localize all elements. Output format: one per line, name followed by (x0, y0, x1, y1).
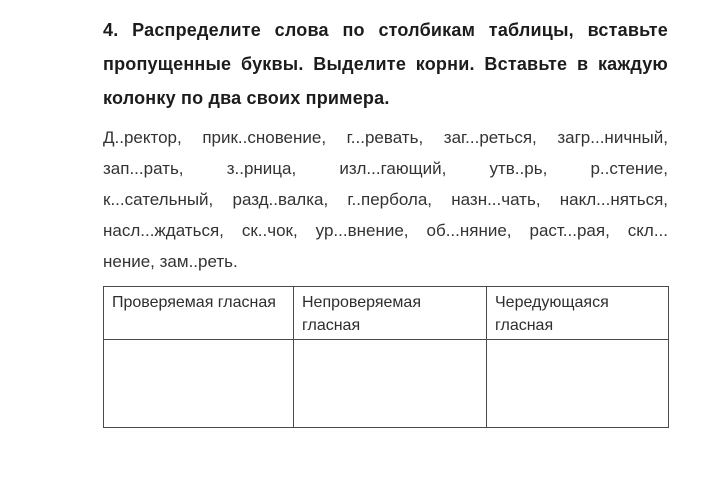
table-header-row (104, 287, 669, 340)
task-heading-line-2: пропущенные буквы. Выделите корни. Вставьте в каждую (103, 54, 668, 74)
word-list-line-3: к...сательный, разд..валка, г..пербола, назн...чать, накл...няться, (103, 190, 668, 209)
table-cell-checked-vowel-empty (104, 340, 294, 428)
table-header-alternating-vowel: Чередующаяся гласная (487, 287, 669, 340)
worksheet-content (103, 13, 668, 428)
table-cell-alternating-vowel-empty (487, 340, 669, 428)
word-list-line-5: нение, зам..реть. (103, 252, 238, 271)
table-header-unchecked-vowel: Непроверяемая гласная (294, 287, 487, 340)
table-cell-unchecked-vowel-empty (294, 340, 487, 428)
word-list-line-1: Д..ректор, прик..сновение, г...ревать, заг...реться, загр...ничный, (103, 128, 668, 147)
classification-table (103, 286, 669, 428)
table-header-checked-vowel: Проверяемая гласная (104, 287, 294, 340)
task-heading (103, 13, 668, 115)
task-heading-line-3: колонку по два своих примера. (103, 88, 390, 108)
word-list-line-2: зап...рать, з..рница, изл...гающий, утв..рь, р..стение, (103, 159, 668, 178)
word-list-line-4: насл...ждаться, ск..чок, ур...внение, об...няние, раст...рая, скл... (103, 221, 668, 240)
word-list-paragraph (103, 122, 668, 277)
task-heading-line-1: 4. Распределите слова по столбикам таблицы, вставьте (103, 20, 668, 40)
table-row (104, 340, 669, 428)
